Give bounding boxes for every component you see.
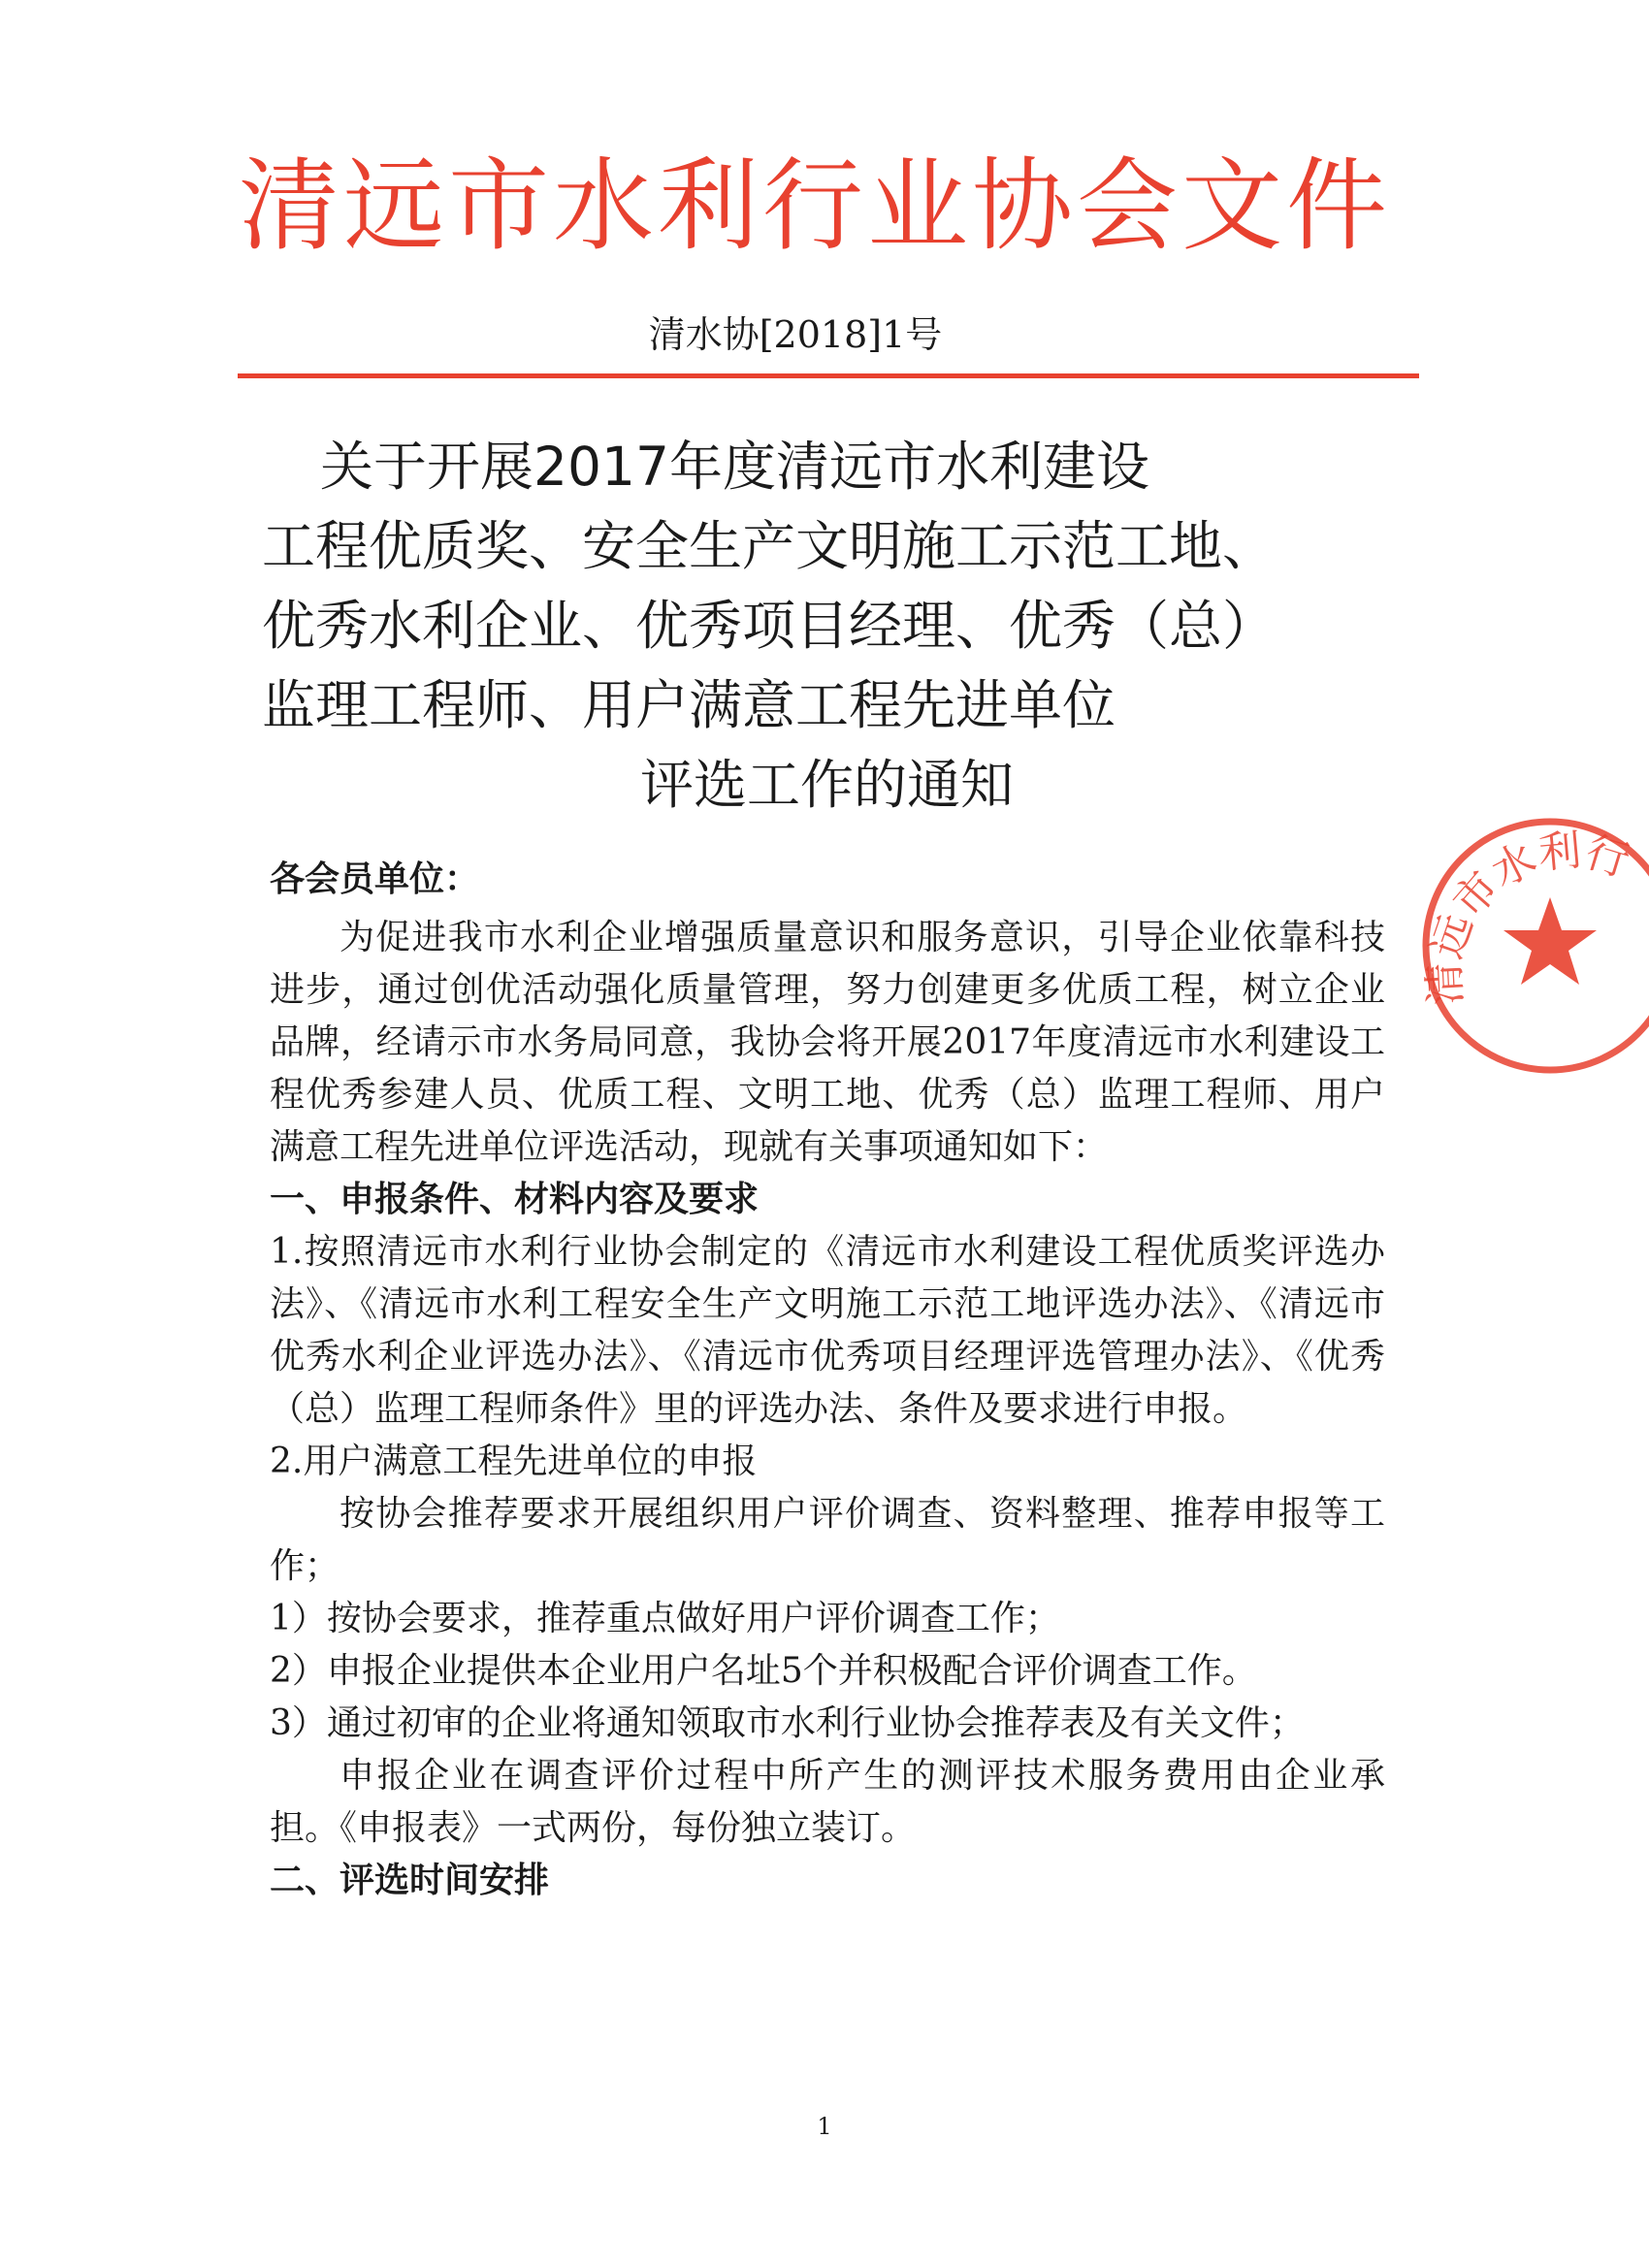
- page-number: 1: [817, 2113, 832, 2140]
- item-2-description: 按协会推荐要求开展组织用户评价调查、资料整理、推荐申报等工作；: [270, 1494, 1385, 1586]
- notice-title: [262, 427, 1406, 825]
- official-seal-stamp: [1414, 810, 1649, 1082]
- sub-item-2: 2）申报企业提供本企业用户名址5个并积极配合评价调查工作。: [270, 1651, 1257, 1691]
- document-number: 清水协[2018]1号: [648, 313, 943, 356]
- document-header-title: 清远市水利行业协会文件: [238, 146, 1391, 265]
- title-line-1: 关于开展2017年度清远市水利建设: [320, 436, 1149, 498]
- item-2-heading: 2.用户满意工程先进单位的申报: [270, 1442, 758, 1481]
- sub-item-1: 1）按协会要求，推荐重点做好用户评价调查工作；: [270, 1599, 1060, 1638]
- title-line-4: 监理工程师、用户满意工程先进单位: [262, 674, 1116, 736]
- section-2-heading: 二、评选时间安排: [270, 1861, 550, 1900]
- title-line-5: 评选工作的通知: [640, 754, 1015, 816]
- seal-star-icon: [1504, 897, 1597, 985]
- notice-body: [270, 854, 1385, 1907]
- item-1-paragraph: 1.按照清远市水利行业协会制定的《清远市水利建设工程优质奖评选办法》、《清远市水利工程安全生产文明施工示范工地评选办法》、《清远市优秀水利企业评选办法》、《清远市优秀项目经理评选管理办法》、《优秀（总）监理工程师条件》里的评选办法、条件及要求进行申报。: [270, 1232, 1385, 1429]
- section-1-heading: 一、申报条件、材料内容及要求: [270, 1180, 760, 1219]
- sub-item-3: 3）通过初审的企业将通知领取市水利行业协会推荐表及有关文件；: [270, 1703, 1305, 1743]
- title-line-3: 优秀水利企业、优秀项目经理、优秀（总）: [262, 595, 1277, 657]
- title-line-2: 工程优质奖、安全生产文明施工示范工地、: [262, 515, 1277, 577]
- red-divider-line: [238, 373, 1419, 378]
- intro-paragraph: 为促进我市水利企业增强质量意识和服务意识，引导企业依靠科技进步，通过创优活动强化质量管理，努力创建更多优质工程，树立企业品牌，经请示市水务局同意，我协会将开展2017年度清远市水利建设工程优秀参建人员、优质工程、文明工地、优秀（总）监理工程师、用户满意工程先进单位评选活动，现就有关事项通知如下：: [270, 918, 1385, 1167]
- fee-note-paragraph: 申报企业在调查评价过程中所产生的测评技术服务费用由企业承担。《申报表》一式两份，每份独立装订。: [270, 1756, 1385, 1848]
- seal-arc-textpath: 清远市水利行: [1419, 826, 1635, 1007]
- salutation: 各会员单位：: [270, 859, 480, 899]
